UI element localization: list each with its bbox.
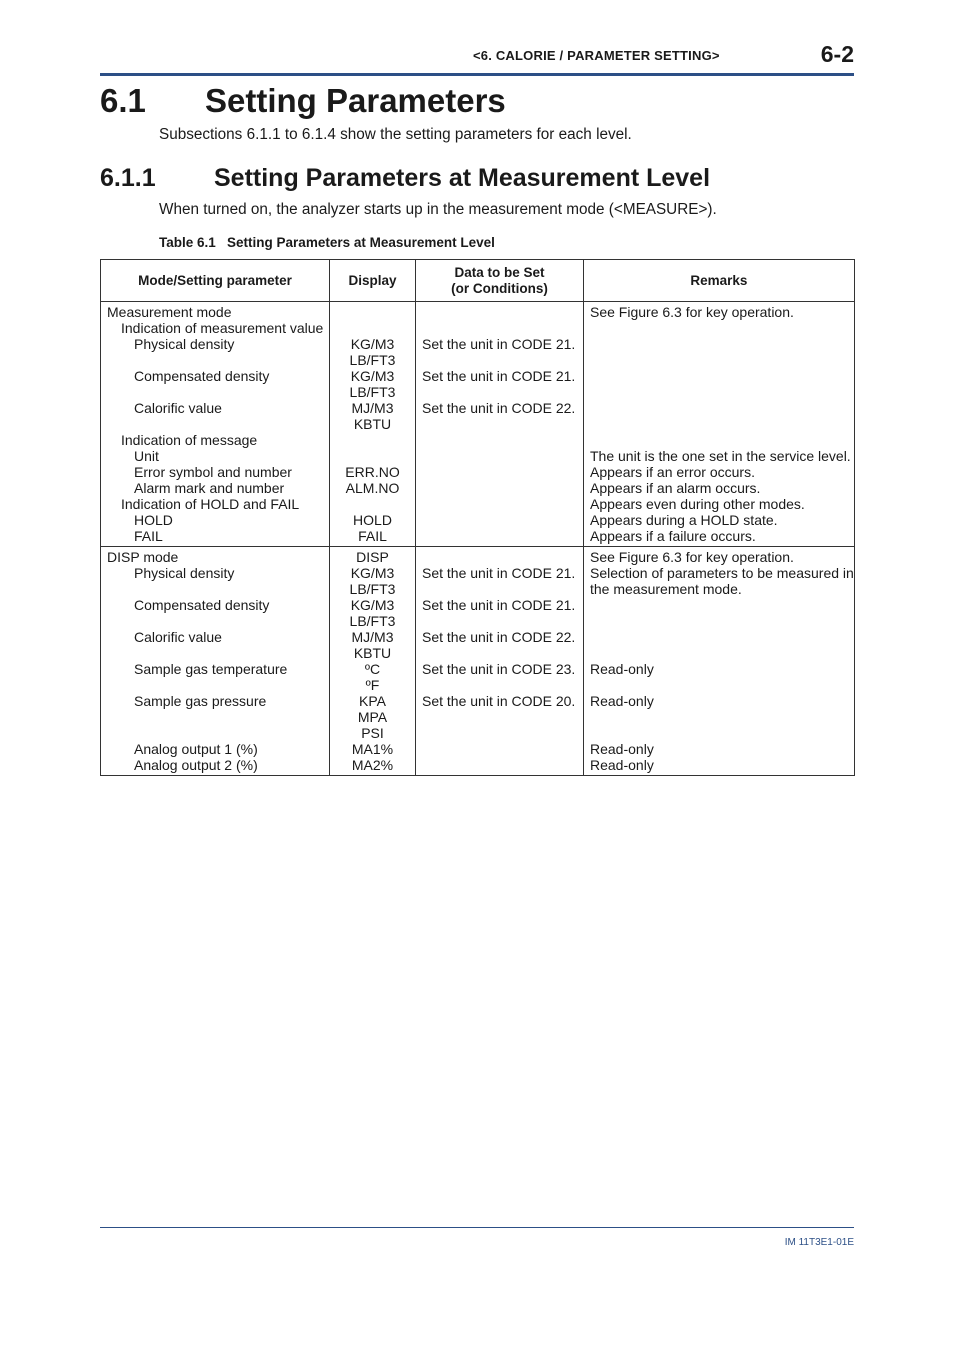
cell-line — [422, 581, 583, 597]
cell-line — [107, 416, 329, 432]
header-remarks: Remarks — [584, 260, 855, 302]
cell-line: Set the unit in CODE 20. — [422, 693, 576, 709]
cell-line: Analog output 1 (%) — [134, 741, 258, 757]
document-id: IM 11T3E1-01E — [784, 1237, 854, 1248]
cell-line: Error symbol and number — [134, 464, 292, 480]
header-mode: Mode/Setting parameter — [101, 260, 330, 302]
cell-line: MA1% — [351, 741, 394, 757]
cell-line: The unit is the one set in the service level. — [590, 448, 851, 464]
cell-line: Set the unit in CODE 23. — [422, 661, 576, 677]
table-caption — [159, 235, 495, 250]
cell-line — [422, 352, 583, 368]
cell-line: Set the unit in CODE 22. — [422, 400, 576, 416]
subsection-intro: When turned on, the analyzer starts up in the measurement mode (<MEASURE>). — [159, 201, 717, 218]
cell-line: Appears if an error occurs. — [590, 464, 755, 480]
cell-line — [422, 320, 583, 336]
cell-line: KBTU — [353, 645, 392, 661]
cell-line — [107, 645, 329, 661]
section-number: 6.1 — [100, 82, 146, 119]
cell-line — [107, 613, 329, 629]
cell-line — [590, 416, 854, 432]
cell-line: ºC — [364, 661, 381, 677]
cell-line: Selection of parameters to be measured in — [590, 565, 854, 581]
cell-line: LB/FT3 — [349, 352, 396, 368]
running-header-section: <6. CALORIE / PARAMETER SETTING> — [473, 48, 720, 63]
cell-line: Sample gas pressure — [134, 693, 267, 709]
cell-line — [422, 677, 583, 693]
cell-line: Appears if a failure occurs. — [590, 528, 756, 544]
table-caption-label: Table 6.1 — [159, 235, 216, 250]
cell-line: See Figure 6.3 for key operation. — [590, 304, 794, 320]
cell-line — [590, 597, 854, 613]
section-heading — [100, 82, 506, 120]
cell-line — [422, 432, 583, 448]
data-cell — [416, 302, 584, 547]
cell-line: Appears during a HOLD state. — [590, 512, 778, 528]
cell-line — [590, 400, 854, 416]
table-caption-title: Setting Parameters at Measurement Level — [227, 235, 495, 250]
cell-line — [590, 709, 854, 725]
cell-line: ALM.NO — [345, 480, 400, 496]
cell-line: LB/FT3 — [349, 581, 396, 597]
cell-line — [330, 496, 415, 512]
mode-cell — [101, 302, 330, 547]
cell-line: Indication of message — [121, 432, 258, 448]
cell-line — [590, 613, 854, 629]
cell-line — [590, 725, 854, 741]
cell-line: Set the unit in CODE 21. — [422, 368, 576, 384]
cell-line — [422, 725, 583, 741]
cell-line — [330, 432, 415, 448]
cell-line: PSI — [361, 725, 384, 741]
cell-line — [330, 448, 415, 464]
cell-line — [422, 645, 583, 661]
cell-line: Analog output 2 (%) — [134, 757, 258, 773]
cell-line: KBTU — [353, 416, 392, 432]
subsection-number: 6.1.1 — [100, 164, 156, 192]
data-cell — [416, 547, 584, 776]
section-title: Setting Parameters — [205, 82, 506, 119]
header-data-line2: (or Conditions) — [451, 280, 548, 296]
cell-line — [422, 741, 583, 757]
cell-line: Set the unit in CODE 21. — [422, 565, 576, 581]
header-data-line1: Data to be Set — [454, 264, 545, 280]
cell-line — [422, 496, 583, 512]
cell-line: KG/M3 — [350, 597, 395, 613]
header-data — [416, 260, 584, 302]
cell-line: Set the unit in CODE 21. — [422, 336, 576, 352]
cell-line: Unit — [134, 448, 159, 464]
cell-line — [590, 368, 854, 384]
cell-line: MPA — [357, 709, 388, 725]
cell-line — [107, 581, 329, 597]
cell-line: LB/FT3 — [349, 613, 396, 629]
parameters-table — [100, 259, 855, 776]
cell-line — [590, 645, 854, 661]
display-cell — [330, 302, 416, 547]
cell-line — [422, 757, 583, 773]
cell-line: Read-only — [590, 693, 654, 709]
cell-line: Set the unit in CODE 22. — [422, 629, 576, 645]
cell-line: Read-only — [590, 757, 654, 773]
cell-line: Read-only — [590, 661, 654, 677]
page-number: 6-2 — [820, 41, 854, 67]
table-row — [101, 547, 855, 776]
cell-line: Read-only — [590, 741, 654, 757]
cell-line: See Figure 6.3 for key operation. — [590, 549, 794, 565]
cell-line — [422, 549, 583, 565]
cell-line: MA2% — [351, 757, 394, 773]
cell-line: HOLD — [353, 512, 392, 528]
cell-line — [422, 528, 583, 544]
cell-line — [590, 432, 854, 448]
cell-line — [590, 384, 854, 400]
cell-line — [590, 677, 854, 693]
cell-line: Appears if an alarm occurs. — [590, 480, 761, 496]
cell-line: KG/M3 — [350, 336, 395, 352]
cell-line: DISP mode — [107, 549, 179, 565]
subsection-title: Setting Parameters at Measurement Level — [214, 164, 711, 192]
cell-line: FAIL — [358, 528, 387, 544]
cell-line: Alarm mark and number — [134, 480, 285, 496]
cell-line: Measurement mode — [107, 304, 232, 320]
cell-line — [422, 416, 583, 432]
cell-line: Calorific value — [134, 400, 222, 416]
cell-line: ERR.NO — [345, 464, 400, 480]
cell-line — [590, 336, 854, 352]
cell-line — [422, 464, 583, 480]
cell-line — [107, 384, 329, 400]
cell-line: Set the unit in CODE 21. — [422, 597, 576, 613]
cell-line: the measurement mode. — [590, 581, 742, 597]
cell-line — [590, 352, 854, 368]
table-header-row — [101, 260, 855, 302]
cell-line: MJ/M3 — [351, 629, 394, 645]
cell-line — [107, 725, 329, 741]
cell-line — [590, 320, 854, 336]
cell-line — [107, 709, 329, 725]
cell-line — [330, 304, 415, 320]
cell-line: KPA — [359, 693, 386, 709]
cell-line: Indication of measurement value — [121, 320, 324, 336]
cell-line: Sample gas temperature — [134, 661, 288, 677]
cell-line — [422, 384, 583, 400]
cell-line: FAIL — [134, 528, 163, 544]
cell-line — [590, 629, 854, 645]
cell-line: Indication of HOLD and FAIL — [121, 496, 300, 512]
cell-line — [107, 352, 329, 368]
cell-line: Appears even during other modes. — [590, 496, 805, 512]
cell-line: MJ/M3 — [351, 400, 394, 416]
remarks-cell — [584, 547, 855, 776]
cell-line — [422, 709, 583, 725]
remarks-cell — [584, 302, 855, 547]
cell-line: Physical density — [134, 336, 235, 352]
footer-rule — [100, 1227, 854, 1228]
cell-line: Compensated density — [134, 597, 270, 613]
header-rule — [100, 73, 854, 76]
cell-line: KG/M3 — [350, 565, 395, 581]
mode-cell — [101, 547, 330, 776]
cell-line — [422, 613, 583, 629]
cell-line: DISP — [356, 549, 389, 565]
cell-line: Calorific value — [134, 629, 222, 645]
cell-line — [107, 677, 329, 693]
cell-line — [422, 304, 583, 320]
cell-line: ºF — [365, 677, 380, 693]
cell-line: HOLD — [134, 512, 173, 528]
header-display: Display — [330, 260, 416, 302]
display-cell — [330, 547, 416, 776]
section-intro: Subsections 6.1.1 to 6.1.4 show the setting parameters for each level. — [159, 126, 632, 143]
cell-line: KG/M3 — [350, 368, 395, 384]
cell-line: Compensated density — [134, 368, 270, 384]
cell-line — [330, 320, 415, 336]
table-row — [101, 302, 855, 547]
cell-line: LB/FT3 — [349, 384, 396, 400]
cell-line — [422, 448, 583, 464]
cell-line — [422, 512, 583, 528]
subsection-heading — [100, 164, 710, 193]
cell-line: Physical density — [134, 565, 235, 581]
cell-line — [422, 480, 583, 496]
